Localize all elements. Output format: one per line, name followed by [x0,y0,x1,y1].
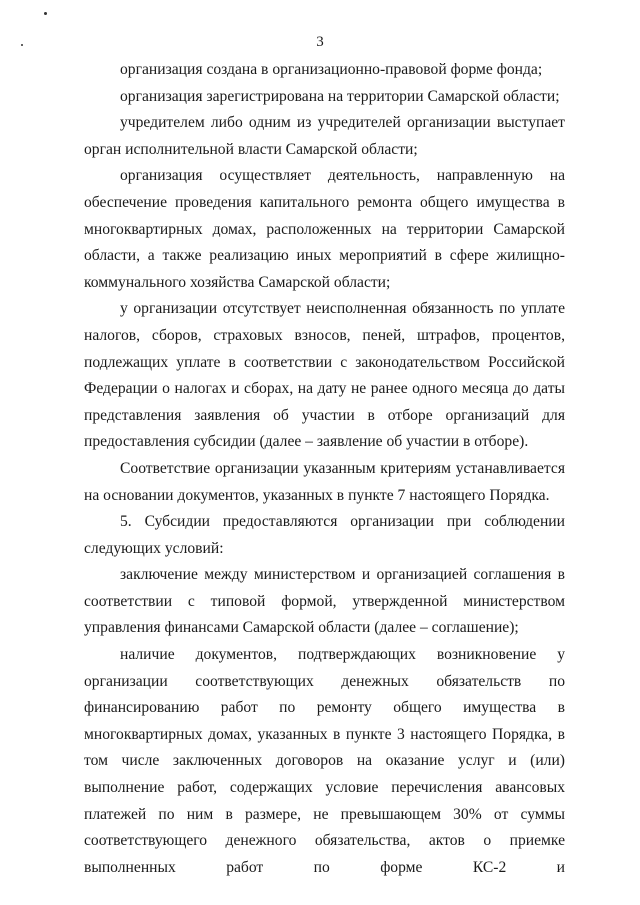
paragraph: наличие документов, подтверждающих возникновение у организации соответствующих денежных обязательств по финансированию работ по ремонту общего имущества в многоквартирных домах, указанных в пункте 3 настоящего Порядка, в том числе заключенных договоров на оказание услуг и (или) выполнение работ, содержащих условие перечисления авансовых платежей по ним в размере, не превышающем 30% от суммы соответствующего денежного обязательства, актов о приемке выполненных работ по форме КС-2 и [84,646,565,876]
paragraph: организация осуществляет деятельность, направленную на обеспечение проведения капитального ремонта общего имущества в многоквартирных домах, расположенных на территории Самарской области, а также реализацию иных мероприятий в сфере жилищно-коммунального хозяйства Самарской области; [84,167,565,291]
paragraph: учредителем либо одним из учредителей организации выступает орган исполнительной власти Самарской области; [84,114,565,158]
paragraph: 5. Субсидии предоставляются организации при соблюдении следующих условий: [84,513,565,557]
paragraph: организация создана в организационно-правовой форме фонда; [120,61,543,78]
paragraph: Соответствие организации указанным критериям устанавливается на основании документов, указанных в пункте 7 настоящего Порядка. [84,459,565,504]
paragraph: у организации отсутствует неисполненная обязанность по уплате налогов, сборов, страховых взносов, пеней, штрафов, процентов, подлежащих уплате в соответствии с законодательством Российской Федерации о налогах и сборах, на дату не ранее одного месяца до даты представления заявления об участии в отборе организаций для предоставления субсидии (далее – заявление об участии в отборе). [84,300,565,451]
document-body [84,57,565,881]
page-number: 3 [316,34,324,50]
paragraph: заключение между министерством и организацией соглашения в соответствии с типовой формой, утвержденной министерством управления финансами Самарской области (далее – соглашение); [84,566,565,637]
paragraph: организация зарегистрирована на территории Самарской области; [120,87,560,105]
